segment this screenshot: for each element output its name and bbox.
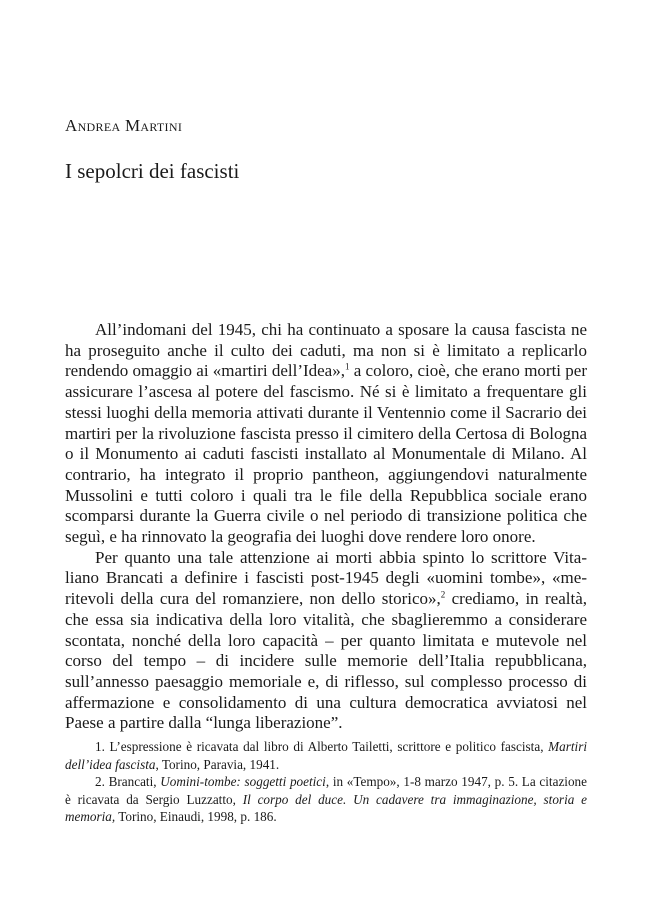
paragraph: [65, 320, 587, 548]
footnote-ref: 2: [440, 589, 446, 600]
footnote-text: 2. Brancati,: [95, 774, 161, 790]
paragraph: [65, 548, 587, 734]
footnote-text: Torino, Einaudi, 1998, p. 186.: [115, 809, 277, 825]
footnote: [65, 773, 587, 826]
footnote-text: 1. L’espressione è ricavata dal libro di Alberto Tailetti, scrittore e politico fascista,: [95, 739, 549, 754]
body-text: [65, 320, 587, 734]
footnote: [65, 738, 587, 773]
paragraph-text: crediamo, in realtà, che essa sia indicativa della loro vitalità, che sbaglieremmo a considerare scontata, nonché della loro capacità – per quanto limitata e mutevole nel corso del tempo – di incidere sulle memorie dell’Italia repubblicana, sull’annesso paesaggio memoriale e, di riflesso, sul complesso processo di affermazione e consolidamento di una cultura democratica avviatosi nel Paese a partire dalla “lunga liberazione”.: [65, 589, 587, 733]
footnote-text: , Torino, Paravia, 1941.: [155, 756, 280, 772]
footnotes: [65, 738, 587, 826]
footnote-title: Martiri dell’idea fascista: [65, 739, 587, 772]
paragraph-text: a coloro, cioè, che erano morti per assicurare l’ascesa al potere del fascismo. Né si è limitato a frequentare gli stessi luoghi della memoria attivati durante il Ventennio come il Sacrario dei martiri per la rivoluzione fascista presso il cimitero della Certosa di Bologna o il Monumento ai caduti fascisti installato al Monumentale di Milano. Al contrario, ha integrato il proprio pantheon, aggiungendovi naturalmente Mussolini e tutti coloro i quali tra le file della Repubblica sociale erano scomparsi durante la Guerra civile o nel periodo di transizione politica che seguì, e ha rinnovato la geografia dei luoghi dove rendere loro onore.: [65, 361, 587, 547]
author-name: Andrea Martini: [65, 116, 183, 135]
footnote-title: Il corpo del duce. Un cadavere tra immaginazione, storia e memoria,: [65, 791, 587, 825]
footnote-title: Uomini-tombe: soggetti poetici: [160, 774, 326, 790]
paragraph-text: All’indomani del 1945, chi ha continuato a sposare la causa fascista ne ha proseguito anche il culto dei caduti, ma non si è limitato a replicarlo rendendo omaggio ai «martiri dell’Idea»,: [65, 320, 587, 381]
paragraph-text: Per quanto una tale attenzione ai morti abbia spinto lo scrittore Vitaliano Brancati a definire i fascisti post-1945 degli «uomini tombe», «meritevoli della cura del romanziere, non dello storico»,: [65, 547, 587, 609]
footnote-ref: 1: [344, 361, 350, 372]
chapter-title: I sepolcri dei fascisti: [65, 159, 240, 183]
footnote-text: , in «Tempo», 1-8 marzo 1947, p. 5. La citazione è ricavata da Sergio Luzzatto,: [65, 774, 587, 807]
